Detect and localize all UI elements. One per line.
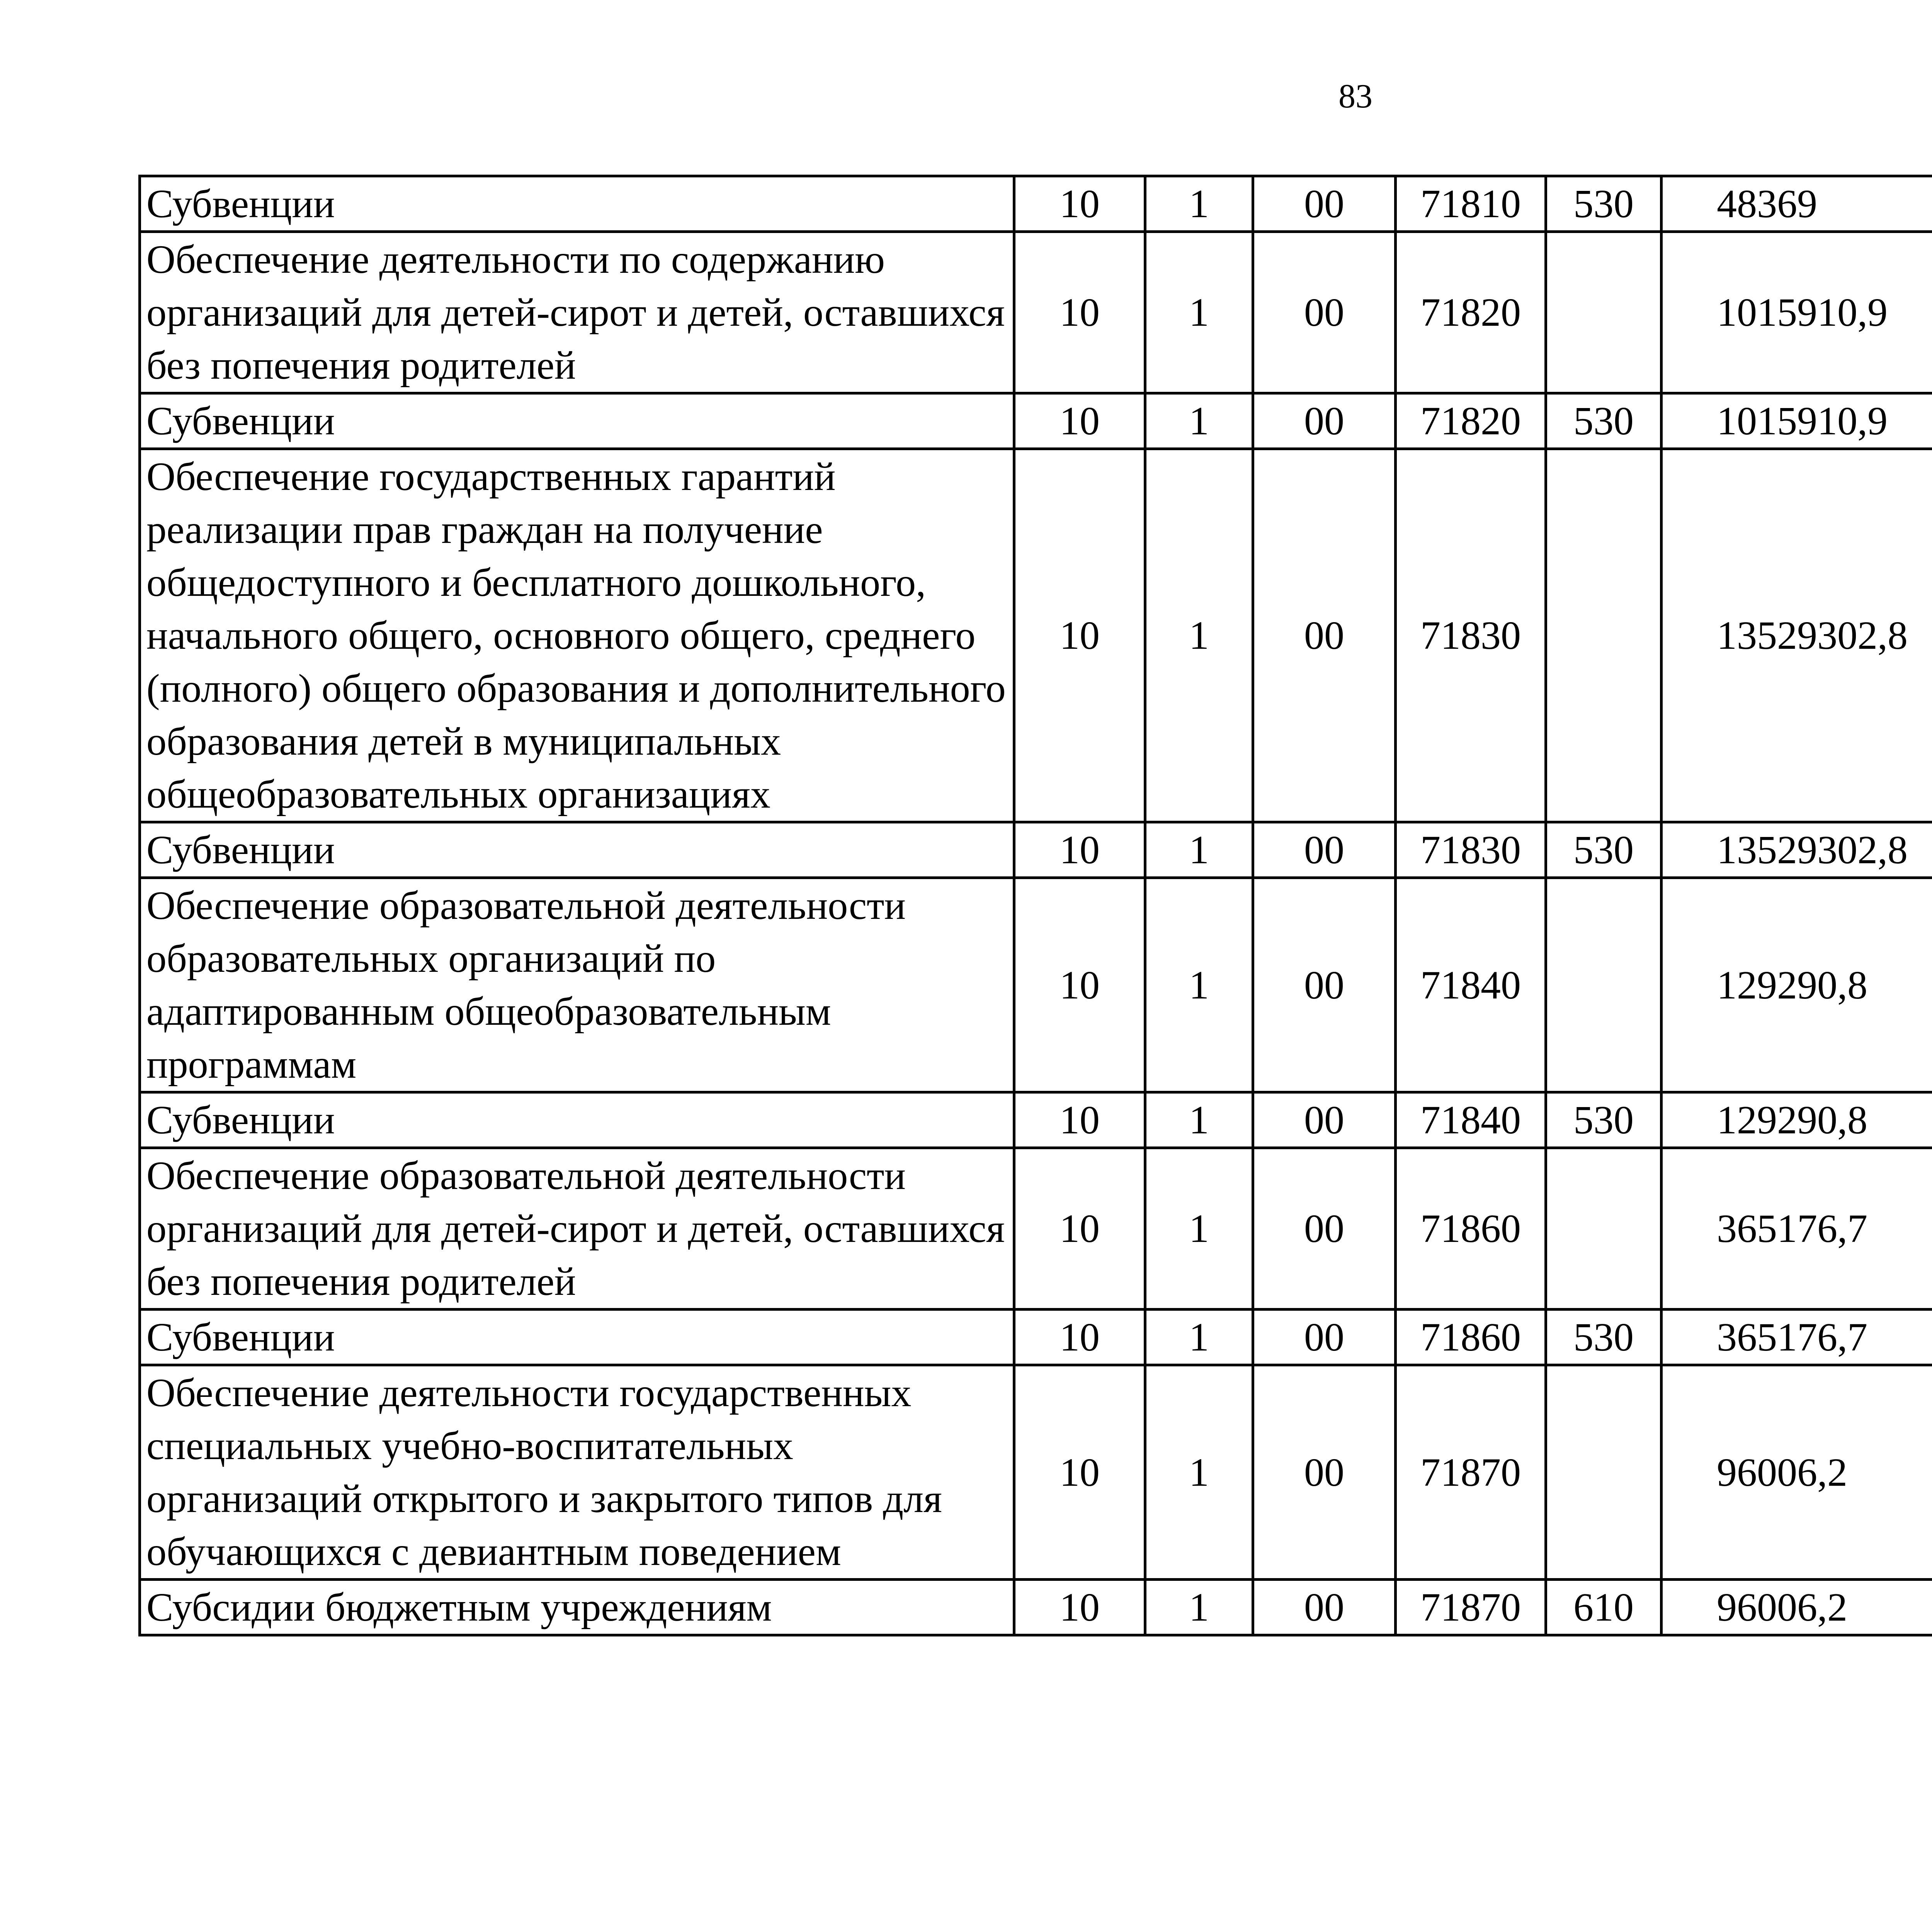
row-name: Субвенции [140,393,1014,449]
table-body [140,176,1932,1635]
subsection-code: 1 [1145,232,1253,393]
row-name: Субвенции [140,822,1014,878]
amount-year-1: 13529302,8 [1662,449,1932,822]
subsection-code: 1 [1145,176,1253,232]
section-code: 10 [1014,393,1145,449]
expense-type-code: 610 [1546,1580,1662,1635]
program-code: 00 [1253,878,1396,1092]
table-row [140,1365,1932,1580]
program-code: 00 [1253,1148,1396,1310]
expense-type-code: 530 [1546,822,1662,878]
amount-year-1: 1015910,9 [1662,232,1932,393]
direction-code: 71830 [1396,822,1546,878]
subsection-code: 1 [1145,1148,1253,1310]
section-code: 10 [1014,232,1145,393]
subsection-code: 1 [1145,1365,1253,1580]
direction-code: 71840 [1396,878,1546,1092]
section-code: 10 [1014,1092,1145,1148]
row-name: Обеспечение государственных гарантий реализации прав граждан на получение общедоступного и бесплатного дошкольного, начального общего, основного общего, среднего (полного) общего образования и дополнительного образования детей в муниципальных общеобразовательных организациях [140,449,1014,822]
section-code: 10 [1014,1580,1145,1635]
row-name: Обеспечение деятельности государственных специальных учебно-воспитательных организаций открытого и закрытого типов для обучающихся с девиантным поведением [140,1365,1014,1580]
amount-year-1: 96006,2 [1662,1580,1932,1635]
subsection-code: 1 [1145,449,1253,822]
direction-code: 71810 [1396,176,1546,232]
row-name: Субвенции [140,176,1014,232]
amount-year-1: 96006,2 [1662,1365,1932,1580]
section-code: 10 [1014,878,1145,1092]
page-number: 83 [1338,78,1372,115]
amount-year-1: 129290,8 [1662,1092,1932,1148]
expense-type-code [1546,449,1662,822]
program-code: 00 [1253,449,1396,822]
section-code: 10 [1014,176,1145,232]
table-row [140,878,1932,1092]
row-name: Субвенции [140,1310,1014,1365]
row-name: Субсидии бюджетным учреждениям [140,1580,1014,1635]
table-row [140,1092,1932,1148]
expense-type-code [1546,232,1662,393]
direction-code: 71860 [1396,1148,1546,1310]
expense-type-code: 530 [1546,1092,1662,1148]
table-row [140,1148,1932,1310]
direction-code: 71860 [1396,1310,1546,1365]
expense-type-code: 530 [1546,1310,1662,1365]
row-name: Обеспечение образовательной деятельности образовательных организаций по адаптированным общеобразовательным программам [140,878,1014,1092]
program-code: 00 [1253,232,1396,393]
table-row [140,393,1932,449]
table-row [140,232,1932,393]
row-name: Субвенции [140,1092,1014,1148]
program-code: 00 [1253,176,1396,232]
table-row [140,822,1932,878]
amount-year-1: 13529302,8 [1662,822,1932,878]
direction-code: 71870 [1396,1580,1546,1635]
table-row [140,1310,1932,1365]
section-code: 10 [1014,822,1145,878]
program-code: 00 [1253,822,1396,878]
amount-year-1: 365176,7 [1662,1148,1932,1310]
expense-type-code [1546,1365,1662,1580]
section-code: 10 [1014,1148,1145,1310]
program-code: 00 [1253,1580,1396,1635]
amount-year-1: 48369 [1662,176,1932,232]
program-code: 00 [1253,1365,1396,1580]
direction-code: 71840 [1396,1092,1546,1148]
amount-year-1: 1015910,9 [1662,393,1932,449]
row-name: Обеспечение деятельности по содержанию организаций для детей-сирот и детей, оставшихся без попечения родителей [140,232,1014,393]
subsection-code: 1 [1145,822,1253,878]
subsection-code: 1 [1145,1310,1253,1365]
budget-table [138,175,1932,1636]
program-code: 00 [1253,1092,1396,1148]
amount-year-1: 129290,8 [1662,878,1932,1092]
row-name: Обеспечение образовательной деятельности организаций для детей-сирот и детей, оставшихся без попечения родителей [140,1148,1014,1310]
expense-type-code: 530 [1546,176,1662,232]
direction-code: 71870 [1396,1365,1546,1580]
section-code: 10 [1014,449,1145,822]
expense-type-code: 530 [1546,393,1662,449]
program-code: 00 [1253,393,1396,449]
subsection-code: 1 [1145,1580,1253,1635]
subsection-code: 1 [1145,878,1253,1092]
expense-type-code [1546,878,1662,1092]
section-code: 10 [1014,1365,1145,1580]
amount-year-1: 365176,7 [1662,1310,1932,1365]
section-code: 10 [1014,1310,1145,1365]
table-row [140,176,1932,232]
table-row [140,449,1932,822]
program-code: 00 [1253,1310,1396,1365]
expense-type-code [1546,1148,1662,1310]
subsection-code: 1 [1145,1092,1253,1148]
direction-code: 71820 [1396,393,1546,449]
direction-code: 71820 [1396,232,1546,393]
table-row [140,1580,1932,1635]
subsection-code: 1 [1145,393,1253,449]
direction-code: 71830 [1396,449,1546,822]
